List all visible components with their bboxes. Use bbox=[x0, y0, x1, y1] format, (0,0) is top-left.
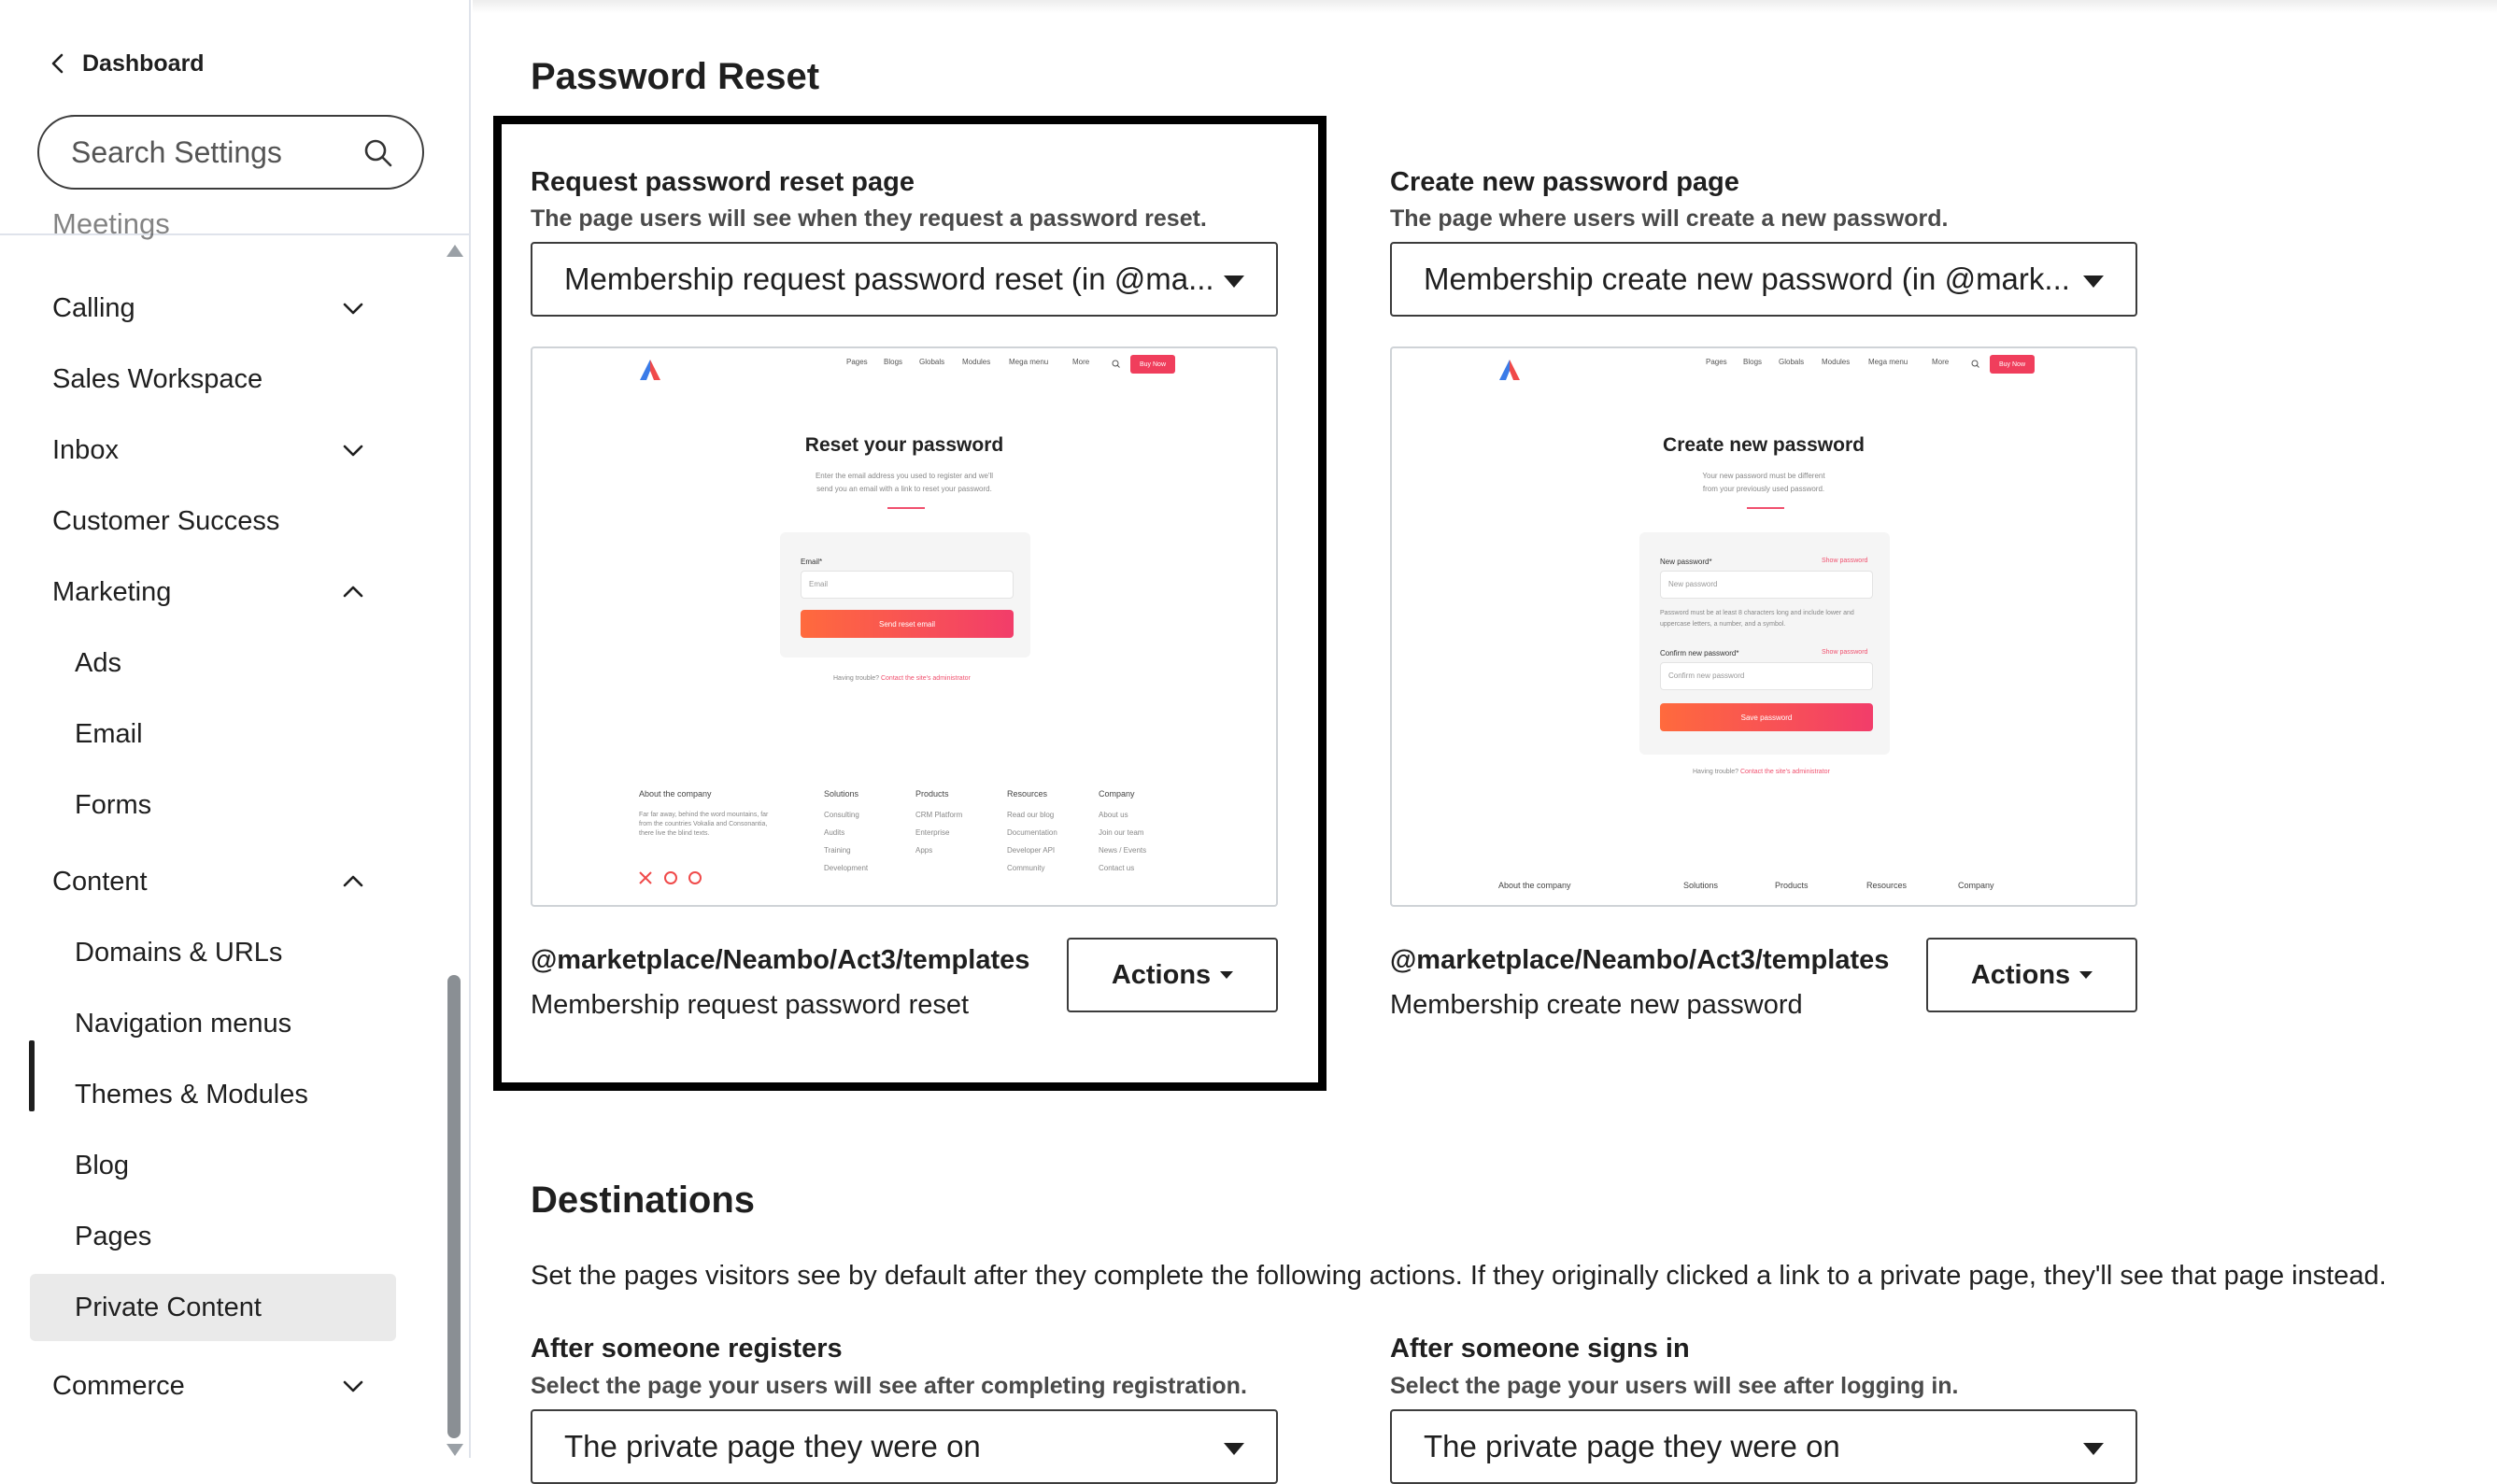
caret-down-icon bbox=[1224, 1443, 1244, 1455]
chevron-down-icon bbox=[340, 295, 366, 321]
destinations-heading: Destinations bbox=[531, 1180, 756, 1221]
preview-new-password-label: New password* bbox=[1660, 558, 1712, 566]
sidebar-item-label: Marketing bbox=[52, 576, 172, 607]
request-actions-button[interactable] bbox=[1067, 938, 1278, 1012]
sidebar-scrollbar-thumb[interactable] bbox=[447, 975, 461, 1438]
chevron-down-icon bbox=[340, 437, 366, 463]
search-input[interactable] bbox=[71, 135, 351, 170]
caret-down-icon bbox=[2079, 971, 2093, 979]
preview-footer-col-heading: Company bbox=[1958, 881, 1994, 890]
sidebar-item-label: Blog bbox=[75, 1150, 130, 1180]
preview-footer-about: About the company bbox=[1498, 881, 1571, 890]
sidebar-item-label: Private Content bbox=[75, 1292, 262, 1322]
preview-buy-button: Buy Now bbox=[1130, 355, 1175, 374]
scroll-up-arrow-icon[interactable] bbox=[447, 245, 463, 257]
preview-footer-about-text-3: there live the blind texts. bbox=[639, 830, 710, 837]
preview-nav-mega-menu: Mega menu bbox=[1868, 358, 1908, 366]
caret-down-icon bbox=[1224, 276, 1244, 288]
preview-email-input: Email bbox=[801, 571, 1014, 599]
preview-footer-col-heading: Company bbox=[1099, 789, 1135, 799]
preview-footer-col-heading: Products bbox=[1775, 881, 1809, 890]
preview-footer-col-heading: Products bbox=[915, 789, 949, 799]
site-logo-icon bbox=[637, 358, 663, 382]
create-page-title: Create new password page bbox=[1390, 167, 1739, 197]
sidebar-item-commerce[interactable] bbox=[0, 1352, 402, 1420]
request-page-title: Request password reset page bbox=[531, 167, 915, 197]
sidebar-item-themes-modules[interactable] bbox=[0, 1061, 402, 1128]
sidebar-item-email[interactable] bbox=[0, 700, 402, 768]
preview-nav-blogs: Blogs bbox=[1743, 358, 1763, 366]
preview-trouble-text: Having trouble? Contact the site's administrator bbox=[1693, 769, 1830, 775]
preview-nav-mega-menu: Mega menu bbox=[1009, 358, 1049, 366]
caret-down-icon bbox=[1220, 971, 1233, 979]
chevron-up-icon bbox=[340, 869, 366, 895]
after-signin-select[interactable] bbox=[1390, 1409, 2137, 1484]
sidebar-item-label: Themes & Modules bbox=[75, 1079, 308, 1109]
preview-nav-globals: Globals bbox=[1779, 358, 1805, 366]
preview-trouble-text: Having trouble? Contact the site's administrator bbox=[833, 675, 971, 682]
settings-sidebar bbox=[0, 0, 471, 1458]
actions-label: Actions bbox=[1111, 959, 1212, 990]
preview-nav-more: More bbox=[1072, 358, 1090, 366]
create-page-selected: Membership create new password (in @mark... bbox=[1424, 261, 2070, 296]
caret-down-icon bbox=[2083, 1443, 2104, 1455]
site-logo-icon bbox=[1497, 358, 1523, 382]
preview-subtext-2: send you an email with a link to reset your password. bbox=[816, 485, 992, 493]
preview-footer-col-items: Consulting Audits Training Development bbox=[824, 811, 869, 872]
sidebar-item-domains-urls[interactable] bbox=[0, 919, 402, 986]
preview-footer-about: About the company bbox=[639, 789, 712, 799]
create-template-path: @marketplace/Neambo/Act3/templates bbox=[1390, 945, 1890, 975]
preview-nav-globals: Globals bbox=[919, 358, 945, 366]
request-page-preview[interactable] bbox=[531, 346, 1278, 907]
preview-accent-line bbox=[1747, 507, 1784, 509]
preview-new-password-input: New password bbox=[1660, 571, 1873, 599]
sidebar-item-forms[interactable] bbox=[0, 771, 402, 839]
sidebar-item-content[interactable] bbox=[0, 848, 402, 915]
preview-send-button: Send reset email bbox=[801, 610, 1014, 638]
sidebar-item-label: Inbox bbox=[52, 434, 119, 465]
request-page-select[interactable] bbox=[531, 242, 1278, 317]
preview-footer-col-heading: Solutions bbox=[824, 789, 859, 799]
preview-email-label: Email* bbox=[801, 558, 823, 566]
create-page-select[interactable] bbox=[1390, 242, 2137, 317]
sidebar-item-label: Commerce bbox=[52, 1370, 185, 1401]
preview-confirm-password-input: Confirm new password bbox=[1660, 662, 1873, 690]
chevron-down-icon bbox=[340, 1373, 366, 1399]
sidebar-item-marketing[interactable] bbox=[0, 558, 402, 626]
sidebar-item-calling[interactable] bbox=[0, 275, 402, 342]
password-reset-heading: Password Reset bbox=[531, 56, 820, 97]
after-signin-selected: The private page they were on bbox=[1424, 1429, 1840, 1463]
sidebar-item-customer-success[interactable] bbox=[0, 488, 402, 555]
search-settings-field[interactable] bbox=[37, 115, 424, 190]
preview-nav-pages: Pages bbox=[846, 358, 868, 366]
sidebar-item-blog[interactable] bbox=[0, 1132, 402, 1199]
sidebar-item-label: Forms bbox=[75, 789, 152, 820]
sidebar-item-label: Ads bbox=[75, 647, 121, 678]
preview-nav-pages: Pages bbox=[1706, 358, 1727, 366]
request-template-name: Membership request password reset bbox=[531, 990, 970, 1020]
preview-heading: Create new password bbox=[1663, 434, 1865, 456]
sidebar-item-label: Content bbox=[52, 866, 148, 897]
preview-nav-more: More bbox=[1932, 358, 1950, 366]
actions-label: Actions bbox=[1970, 959, 2071, 990]
sidebar-item-label: Navigation menus bbox=[75, 1008, 292, 1039]
preview-footer-col-items: About us Join our team News / Events Contact us bbox=[1099, 811, 1147, 872]
after-register-selected: The private page they were on bbox=[564, 1429, 981, 1463]
preview-nav-modules: Modules bbox=[962, 358, 991, 366]
after-signin-help: Select the page your users will see after logging in. bbox=[1390, 1373, 1959, 1399]
preview-footer-about-text-1: Far far away, behind the word mountains, far bbox=[639, 812, 769, 818]
preview-accent-line bbox=[887, 507, 925, 509]
preview-footer-col-heading: Resources bbox=[1866, 881, 1908, 890]
sidebar-nav-list bbox=[0, 207, 439, 1458]
preview-footer-col-items: CRM Platform Enterprise Apps bbox=[915, 811, 963, 855]
preview-footer-col-heading: Resources bbox=[1007, 789, 1048, 799]
sidebar-item-sales-workspace[interactable] bbox=[0, 346, 402, 413]
sidebar-item-label: Pages bbox=[75, 1221, 152, 1251]
back-to-dashboard-link[interactable] bbox=[41, 47, 205, 80]
preview-subtext-1: Your new password must be different bbox=[1702, 472, 1825, 480]
preview-password-rules-2: uppercase letters, a number, and a symbol. bbox=[1660, 621, 1786, 628]
sidebar-item-ads[interactable] bbox=[0, 629, 402, 697]
preview-footer-col-heading: Solutions bbox=[1683, 881, 1719, 890]
sidebar-item-meetings[interactable]: Meetings bbox=[52, 207, 170, 240]
create-template-name: Membership create new password bbox=[1390, 990, 1803, 1020]
create-actions-button[interactable] bbox=[1926, 938, 2137, 1012]
active-item-indicator bbox=[29, 1040, 35, 1111]
after-signin-title: After someone signs in bbox=[1390, 1334, 1690, 1364]
preview-social-icons bbox=[639, 870, 704, 885]
main-content bbox=[473, 0, 2497, 1463]
sidebar-item-label: Sales Workspace bbox=[52, 363, 263, 394]
sidebar-item-navigation-menus[interactable] bbox=[0, 990, 402, 1057]
after-register-title: After someone registers bbox=[531, 1334, 843, 1364]
preview-password-rules-1: Password must be at least 8 characters long and include lower and bbox=[1660, 610, 1854, 616]
sidebar-item-label: Calling bbox=[52, 292, 135, 323]
sidebar-item-label: Customer Success bbox=[52, 505, 280, 536]
caret-down-icon bbox=[2083, 276, 2104, 288]
preview-heading: Reset your password bbox=[804, 434, 1004, 456]
sidebar-item-inbox[interactable] bbox=[0, 417, 402, 484]
chevron-up-icon bbox=[340, 579, 366, 605]
create-page-preview[interactable] bbox=[1390, 346, 2137, 907]
sidebar-item-label: Domains & URLs bbox=[75, 937, 283, 968]
after-register-help: Select the page your users will see after completing registration. bbox=[531, 1373, 1247, 1399]
preview-nav-blogs: Blogs bbox=[884, 358, 903, 366]
search-icon[interactable] bbox=[362, 137, 394, 169]
preview-show-password-link: Show password bbox=[1822, 649, 1868, 656]
sidebar-item-private-content[interactable] bbox=[30, 1274, 396, 1341]
preview-save-button: Save password bbox=[1660, 703, 1873, 731]
chevron-left-icon bbox=[41, 47, 75, 80]
create-page-help: The page where users will create a new password. bbox=[1390, 205, 1949, 232]
back-label: Dashboard bbox=[82, 49, 205, 77]
preview-footer-about-text-2: from the countries Vokalia and Consonantia, bbox=[639, 821, 768, 827]
scroll-down-arrow-icon[interactable] bbox=[447, 1444, 463, 1456]
preview-nav-modules: Modules bbox=[1822, 358, 1851, 366]
preview-confirm-password-label: Confirm new password* bbox=[1660, 649, 1739, 657]
request-page-selected: Membership request password reset (in @ma... bbox=[564, 261, 1214, 296]
request-page-help: The page users will see when they request a password reset. bbox=[531, 205, 1207, 232]
preview-footer-col-items: Read our blog Documentation Developer API Community bbox=[1007, 811, 1057, 872]
after-register-select[interactable] bbox=[531, 1409, 1278, 1484]
preview-search-icon bbox=[1971, 360, 1979, 368]
request-template-path: @marketplace/Neambo/Act3/templates bbox=[531, 945, 1030, 975]
preview-search-icon bbox=[1112, 360, 1120, 368]
top-shadow bbox=[473, 0, 2497, 13]
preview-subtext-1: Enter the email address you used to register and we'll bbox=[815, 472, 994, 480]
destinations-description: Set the pages visitors see by default after they complete the following actions. If they originally clicked a link to a private page, they'll see that page instead. bbox=[531, 1261, 2387, 1291]
preview-buy-button: Buy Now bbox=[1990, 355, 2035, 374]
preview-subtext-2: from your previously used password. bbox=[1702, 485, 1825, 493]
sidebar-item-pages[interactable] bbox=[0, 1203, 402, 1270]
preview-show-password-link: Show password bbox=[1822, 558, 1868, 564]
sidebar-item-label: Email bbox=[75, 718, 143, 749]
